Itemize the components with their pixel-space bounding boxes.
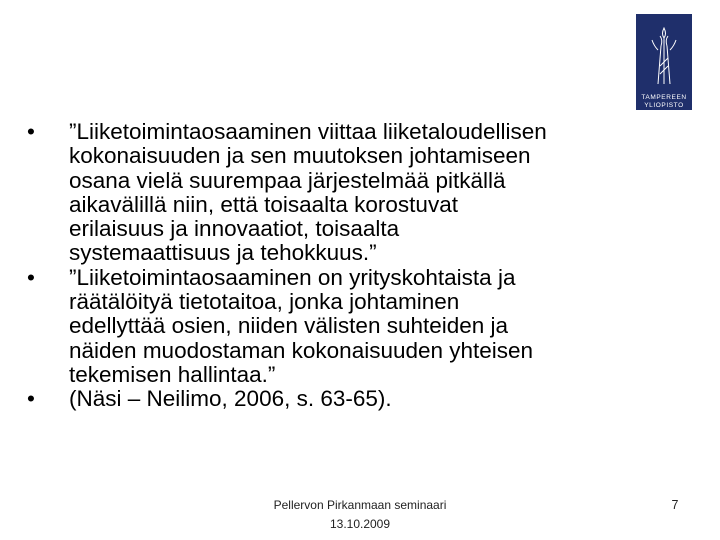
footer-text	[210, 496, 510, 534]
bullet-line: (Näsi – Neilimo, 2006, s. 63-65).	[69, 386, 392, 412]
bullet-list	[27, 120, 697, 412]
bullet-line: osana vielä suurempaa järjestelmää pitkällä	[69, 167, 506, 193]
bullet-line: tekemisen hallintaa.”	[69, 361, 276, 387]
bullet-line: ”Liiketoimintaosaaminen on yrityskohtaista ja	[69, 264, 516, 290]
footer-event-name: Pellervon Pirkanmaan seminaari	[273, 498, 447, 512]
footer-date: 13.10.2009	[329, 517, 391, 531]
wheat-emblem-icon	[636, 14, 692, 94]
bullet-marker: •	[27, 119, 35, 144]
bullet-line: ”Liiketoimintaosaaminen viittaa liiketaloudellisen	[69, 119, 547, 144]
bullet-marker: •	[27, 264, 35, 290]
bullet-line: erilaisuus ja innovaatiot, toisaalta	[69, 216, 400, 242]
bullet-marker: •	[27, 386, 35, 412]
bullet-item	[27, 387, 697, 411]
bullet-line: aikavälillä niin, että toisaalta korostuvat	[69, 191, 458, 217]
university-logo	[636, 14, 692, 110]
logo-text-line1: TAMPEREEN	[641, 94, 687, 101]
bullet-line: kokonaisuuden ja sen muutoksen johtamiseen	[69, 143, 531, 169]
bullet-line: edellyttää osien, niiden välisten suhteiden ja	[69, 313, 509, 339]
bullet-line: systemaattisuus ja tehokkuus.”	[69, 240, 377, 266]
bullet-line: näiden muodostaman kokonaisuuden yhteisen	[69, 337, 534, 363]
bullet-item	[27, 120, 697, 266]
logo-text-line2: YLIOPISTO	[644, 102, 684, 109]
bullet-item	[27, 266, 697, 387]
bullet-line: räätälöityä tietotaitoa, jonka johtaminen	[69, 289, 460, 315]
page-number: 7	[671, 498, 679, 512]
